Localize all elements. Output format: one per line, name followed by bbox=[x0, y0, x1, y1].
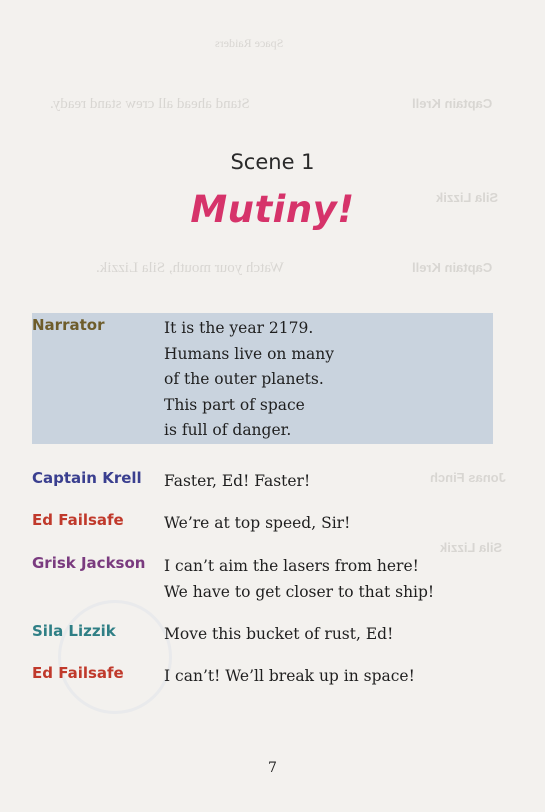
dialogue-line: I can’t! We’ll break up in space! bbox=[164, 667, 415, 685]
speaker-name: Captain Krell bbox=[32, 469, 142, 487]
dialogue-line: It is the year 2179. bbox=[164, 319, 314, 337]
scene-heading: Scene 1 bbox=[230, 150, 315, 174]
bleed-through-text: Captain Krell bbox=[412, 260, 493, 275]
dialogue-line: This part of space bbox=[164, 395, 305, 414]
speaker-name: Ed Failsafe bbox=[32, 664, 124, 682]
bleed-through-emblem bbox=[58, 600, 172, 714]
bleed-through-text: Jonas Finch bbox=[430, 470, 506, 485]
dialogue-line: We have to get closer to that ship! bbox=[164, 582, 435, 601]
dialogue-line: We’re at top speed, Sir! bbox=[164, 514, 351, 532]
bleed-through-text: Sila Lizzik bbox=[436, 190, 499, 205]
page-number: 7 bbox=[268, 760, 277, 776]
bleed-through-text: Watch your mouth, Sila Lizzik. bbox=[96, 260, 284, 276]
dialogue-line: is full of danger. bbox=[164, 421, 292, 439]
speaker-name: Sila Lizzik bbox=[32, 622, 116, 640]
dialogue-text bbox=[164, 469, 310, 495]
dialogue-line: Faster, Ed! Faster! bbox=[164, 472, 311, 490]
dialogue-text bbox=[164, 511, 350, 537]
dialogue-text bbox=[164, 622, 393, 648]
dialogue-text bbox=[164, 316, 334, 444]
speaker-name: Narrator bbox=[32, 316, 105, 334]
bleed-through-text: Sila Lizzik bbox=[440, 540, 503, 555]
bleed-through-text: Captain Krell bbox=[412, 96, 493, 111]
dialogue-line: Humans live on many bbox=[164, 344, 334, 363]
dialogue-text bbox=[164, 664, 415, 690]
scene-title: Mutiny! bbox=[190, 188, 355, 231]
dialogue-line: I can’t aim the lasers from here! bbox=[164, 557, 419, 575]
dialogue-line: of the outer planets. bbox=[164, 370, 324, 388]
dialogue-line: Move this bucket of rust, Ed! bbox=[164, 625, 394, 643]
bleed-through-text: Space Raiders bbox=[215, 36, 284, 50]
bleed-through-text: Stand ahead all crew stand ready. bbox=[50, 96, 250, 112]
speaker-name: Grisk Jackson bbox=[32, 554, 146, 572]
dialogue-text bbox=[164, 554, 434, 605]
speaker-name: Ed Failsafe bbox=[32, 511, 124, 529]
